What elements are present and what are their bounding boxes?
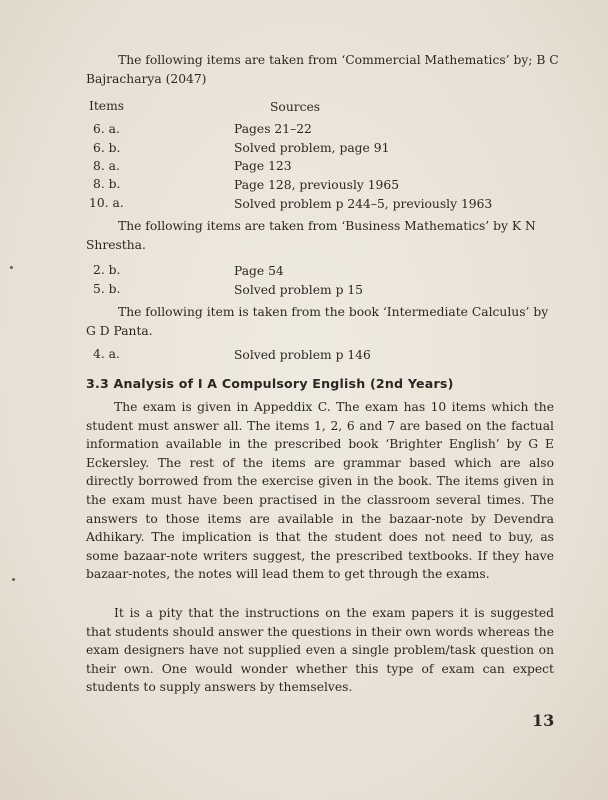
intro-commercial-line1: The following items are taken from ‘Commercial Mathematics’ by; B C [118, 53, 559, 67]
table-row-item: 6. b. [93, 141, 121, 155]
items-column-header: Items [89, 99, 125, 113]
paragraph-pity: It is a pity that the instructions on the exam papers it is suggested that students should answer the questions in their own words whereas the exam designers have not supplied even a single problem/task question on their own. One would wonder whether this type of exam can expect students to supply answers by themselves. [86, 606, 554, 695]
margin-speck [12, 578, 15, 581]
paragraph-analysis: The exam is given in Appeddix C. The exam has 10 items which the student must answer all. The items 1, 2, 6 and 7 are based on the factual information available in the prescribed book ‘Brighter English’ by G E Eckersley. The rest of the items are grammar based which are also directly borrowed from the exercise given in the book. The items given in the exam must have been practised in the classroom several times. The answers to those items are available in the bazaar-note by Devendra Adhikary. The implication is that the student does not need to buy, as some bazaar-note writers suggest, the prescribed textbooks. If they have bazaar-notes, the notes will lead them to get through the exams. [86, 400, 554, 582]
table-row-item: 10. a. [89, 196, 124, 210]
table-row-source: Solved problem p 15 [234, 283, 363, 297]
intro-business-line2: Shrestha. [86, 238, 146, 252]
table-row-item: 6. a. [93, 122, 120, 136]
intro-calculus-line2: G D Panta. [86, 324, 153, 338]
table-row-source: Page 123 [234, 159, 292, 173]
intro-commercial-line2: Bajracharya (2047) [86, 72, 207, 86]
table-row-source: Solved problem, page 91 [234, 141, 390, 155]
page-number: 13 [532, 711, 555, 730]
table-row-source: Solved problem p 146 [234, 348, 371, 362]
sources-column-header: Sources [270, 100, 321, 114]
table-row-source: Solved problem p 244–5, previously 1963 [234, 197, 493, 211]
table-row-item: 8. a. [93, 159, 120, 173]
table-row-item: 5. b. [93, 282, 121, 296]
table-row-item: 2. b. [93, 263, 121, 277]
intro-business-line1: The following items are taken from ‘Business Mathematics’ by K N [118, 219, 536, 233]
margin-speck [10, 266, 13, 269]
table-row-item: 8. b. [93, 177, 121, 191]
table-row-item: 4. a. [93, 347, 120, 361]
table-row-source: Page 128, previously 1965 [234, 178, 400, 192]
table-row-source: Page 54 [234, 264, 284, 278]
intro-calculus-line1: The following item is taken from the book ‘Intermediate Calculus’ by [118, 305, 549, 319]
section-heading: 3.3 Analysis of I A Compulsory English (2nd Years) [86, 376, 454, 391]
table-row-source: Pages 21–22 [234, 122, 312, 136]
